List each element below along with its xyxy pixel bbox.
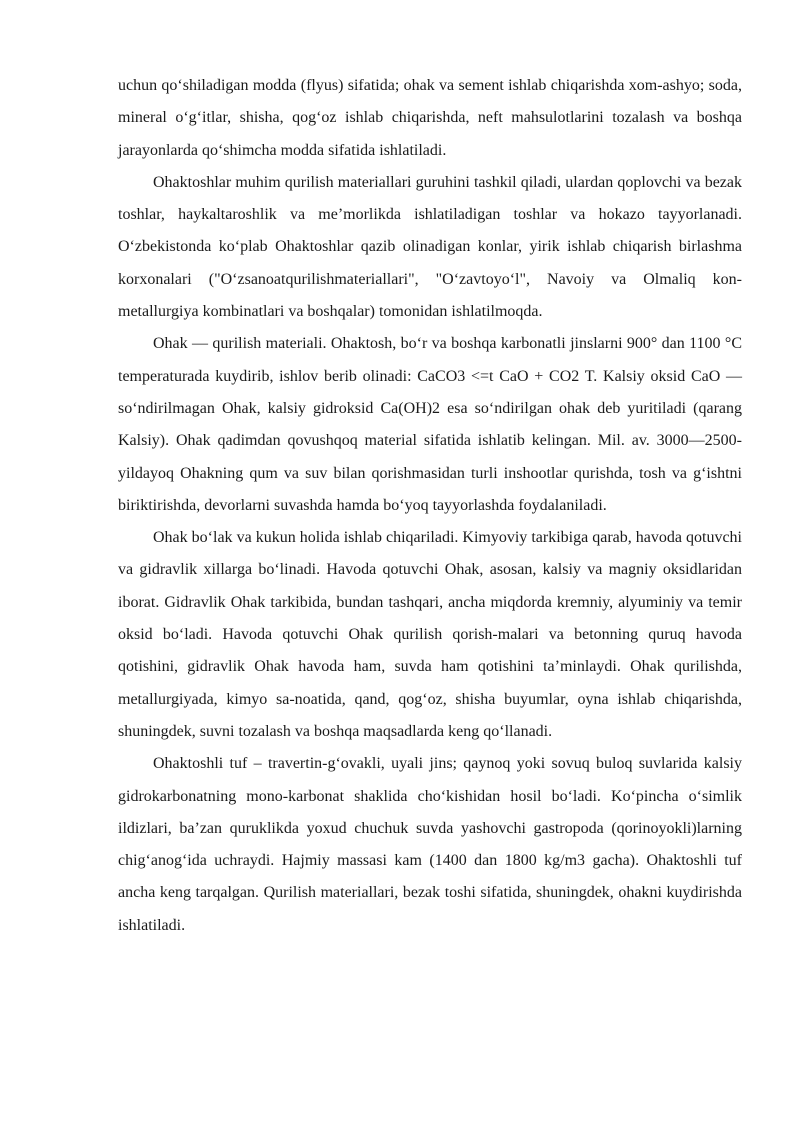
paragraph-limestone-tuff: Ohaktoshli tuf – travertin-g‘ovakli, uyali jins; qaynoq yoki sovuq buloq suvlarida kalsiy gidrokarbonatning mono-karbonat shaklida cho‘kishidan hosil bo‘ladi. Ko‘pincha o‘simlik ildizlari, ba’zan quruklikda yoxud chuchuk suvda yashovchi gastropoda (qorinoyokli)larning chig‘anog‘ida uchraydi. Hajmiy massasi kam (1400 dan 1800 kg/m3 gacha). Ohaktoshli tuf ancha keng tarqalgan. Qurilish materiallari, bezak toshi sifatida, shuningdek, ohakni kuydirishda ishlatiladi. [118,755,742,934]
document-page [118,70,742,942]
paragraph-limestone-materials: Ohaktoshlar muhim qurilish materiallari guruhini tashkil qiladi, ulardan qoplovchi va bezak toshlar, haykaltaroshlik va me’morlikda ishlatiladigan toshlar va hokazo tayyorlanadi. O‘zbekistonda ko‘plab Ohaktoshlar qazib olinadigan konlar, yirik ishlab chiqarish birlashma korxonalari ("O‘zsanoatqurilishmateriallari", "O‘zavtoyo‘l", Navoiy va Olmaliq kon-metallurgiya kombinatlari va boshqalar) tomonidan ishlatilmoqda. [118,173,742,321]
paragraph-lime-types: Ohak bo‘lak va kukun holida ishlab chiqariladi. Kimyoviy tarkibiga qarab, havoda qotuvchi va gidravlik xillarga bo‘linadi. Havoda qotuvchi Ohak, asosan, kalsiy va magniy oksidlaridan iborat. Gidravlik Ohak tarkibida, bundan tashqari, ancha miqdorda kremniy, alyuminiy va temir oksid bo‘ladi. Havoda qotuvchi Ohak qurilish qorish-malari va betonning quruq havoda qotishini, gidravlik Ohak havoda ham, suvda ham qotishini ta’minlaydi. Ohak qurilishda, metallurgiyada, kimyo sa-noatida, qand, qog‘oz, shisha buyumlar, oyna ishlab chiqarishda, shuningdek, suvni tozalash va boshqa maqsadlarda keng qo‘llanadi. [118,529,742,740]
paragraph-flux-uses: uchun qo‘shiladigan modda (flyus) sifatida; ohak va sement ishlab chiqarishda xom-ashyo; soda, mineral o‘g‘itlar, shisha, qog‘oz ishlab chiqarishda, neft mahsulotlarini tozalash va boshqa jarayonlarda qo‘shimcha modda sifatida ishlatiladi. [118,77,742,159]
paragraph-lime-definition: Ohak — qurilish materiali. Ohaktosh, bo‘r va boshqa karbonatli jinslarni 900° dan 1100 °C temperaturada kuydirib, ishlov berib olinadi: CaCO3 <=t CaO + CO2 T. Kalsiy oksid CaO — so‘ndirilmagan Ohak, kalsiy gidroksid Ca(OH)2 esa so‘ndirilgan ohak deb yuritiladi (qarang Kalsiy). Ohak qadimdan qovushqoq material sifatida ishlatib kelingan. Mil. av. 3000—2500-yildayoq Ohakning qum va suv bilan qorishmasidan turli inshootlar qurishda, tosh va g‘ishtni biriktirishda, devorlarni suvashda hamda bo‘yoq tayyorlashda foydalaniladi. [118,335,742,514]
